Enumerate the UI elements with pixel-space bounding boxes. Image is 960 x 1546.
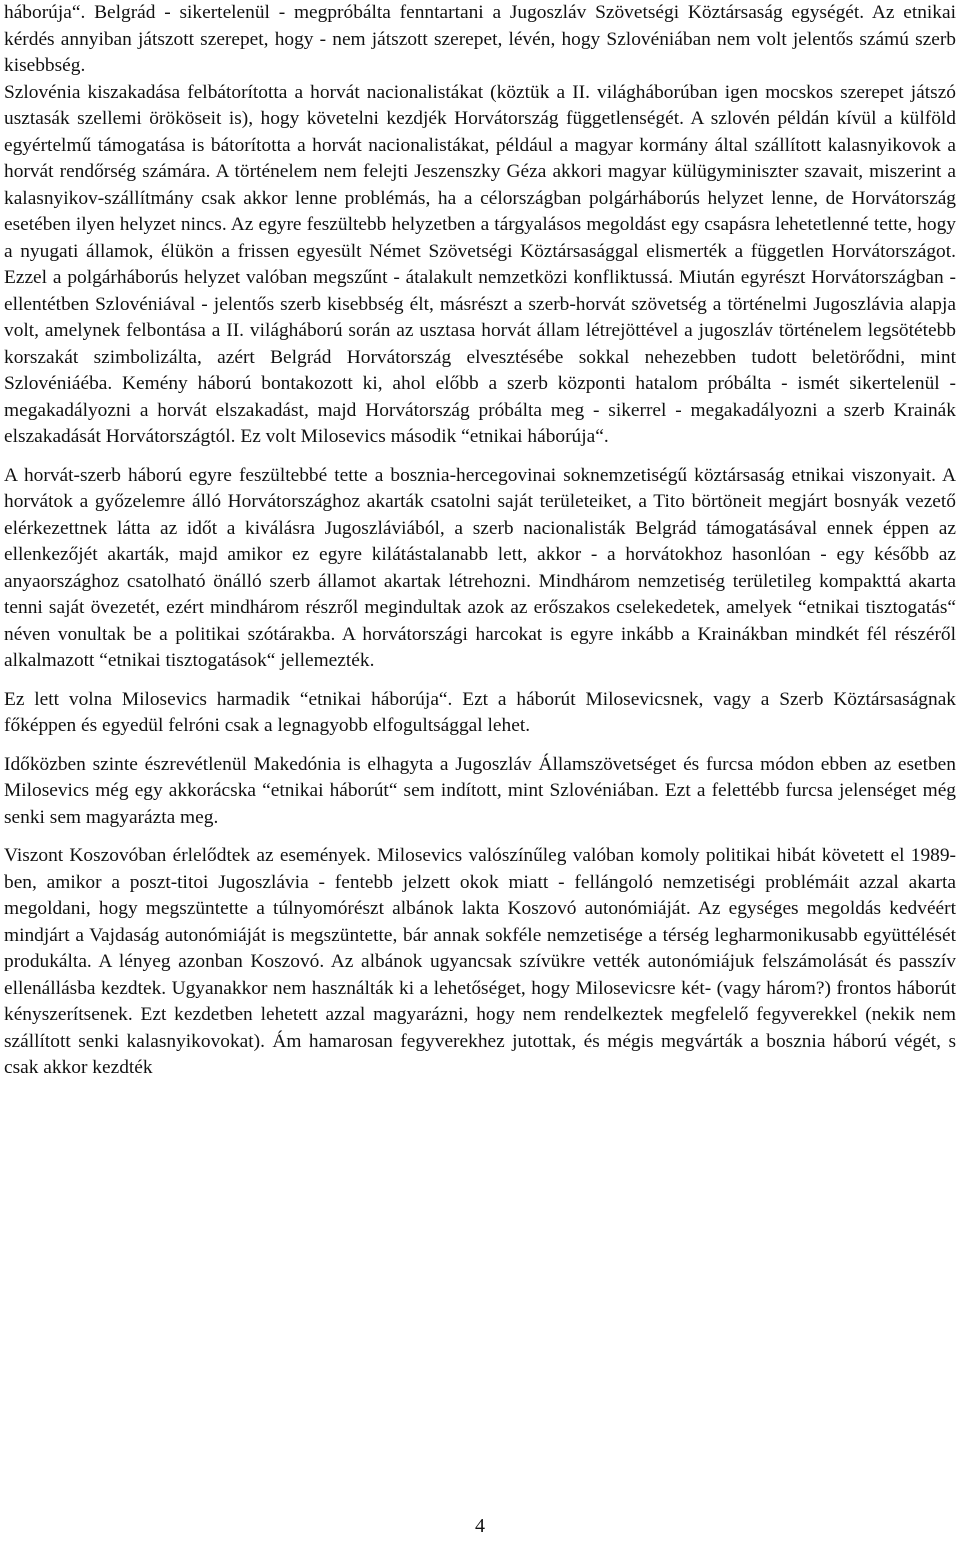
paragraph-1: háborúja“. Belgrád - sikertelenül - megpróbálta fenntartani a Jugoszláv Szövetségi Köztársaság egységét. Az etnikai kérdés annyiban játszott szerepet, hogy - nem játszott szerepet, lévén, hogy Szlovéniában nem volt jelentős számú szerb kisebbség. (4, 2, 956, 76)
paragraph-2: Szlovénia kiszakadása felbátorította a horvát nacionalistákat (köztük a II. világháborúban igen mocskos szerepet játszó usztasák szellemi örököseit is), hogy követelni kezdjék Horvátország függetlenségét. A szlovén példán kívül a külföld egyértelmű támogatása is bátorította a horvát nacionalistákat, például a magyar kormány által szállított kalasnyikovok a horvát rendőrség számára. A történelem nem felejti Jeszenszky Géza akkori magyar külügyminiszter szavait, miszerint a kalasnyikov-szállítmány csak akkor lenne problémás, ha a célországban polgárháborús helyzet lenne, de Horvátország esetében ilyen helyzet nincs. Az egyre feszültebb helyzetben a tárgyalásos megoldást egy csapásra lehetetlenné tette, hogy a nyugati államok, élükön a frissen egyesült Német Szövetségi Köztársasággal elismerték a független Horvátországot. Ezzel a polgárháborús helyzet valóban megszűnt - átalakult nemzetközi konfliktussá. Miután egyrészt Horvátországban - ellentétben Szlovéniával - jelentős szerb kisebbség élt, másrészt a szerb-horvát szövetség a történelmi Jugoszlávia alapja volt, amelynek felbontása a II. világháború során az usztasa horvát állam létrejöttével a jugoszláv történelem legsötétebb korszakát szimbolizálta, azért Belgrád Horvátország elvesztésébe sokkal nehezebben tudott beletörődni, mint Szlovéniáéba. Kemény háború bontakozott ki, ahol előbb a szerb központi hatalom próbálta - ismét sikertelenül - megakadályozni a horvát elszakadást, majd Horvátország próbálta meg - sikerrel - megakadályozni a szerb Krainák elszakadását Horvátországtól. Ez volt Milosevics második “etnikai háborúja“. (4, 81, 956, 447)
paragraph-6: Viszont Koszovóban érlelődtek az események. Milosevics valószínűleg valóban komoly politikai hibát követett el 1989-ben, amikor a poszt-titoi Jugoszlávia - fentebb jelzett okok miatt - fellángoló nemzetiségi problémáit azzal akarta megoldani, hogy megszüntette a túlnyomórészt albánok lakta Koszovó autonómiáját. Az egységes megoldás kedvéért mindjárt a Vajdaság autonómiáját is megszüntette, bár annak sokféle nemzetisége a térség legharmonikusabb együttélését produkálta. A lényeg azonban Koszovó. Az albánok ugyancsak szívükre vették autonómiájuk felszámolását és passzív ellenállásba kezdtek. Ugyanakkor nem használták ki a lehetőséget, hogy Milosevicsre két- (vagy három?) frontos háborút kényszerítsenek. Ezt kezdetben lehetett azzal magyarázni, hogy nem rendelkeztek megfelelő fegyverekkel (nekik nem szállított senki kalasnyikovokat). Ám hamarosan fegyverekhez jutottak, és mégis megvárták a bosznia háború végét, s csak akkor kezdték (4, 845, 956, 1078)
paragraph-3: A horvát-szerb háború egyre feszültebbé tette a bosznia-hercegovinai soknemzetiségű köztársaság etnikai viszonyait. A horvátok a győzelemre álló Horvátországhoz akarták csatolni saját területeiket, a Tito börtöneit megjárt bosnyák vezető elérkezettnek látta az időt a kiválásra Jugoszláviából, a szerb nacionalisták Belgrád támogatásával ennek éppen az ellenkezőjét akarták, majd amikor ez egyre kilátástalanabb lett, akkor - a horvátokhoz hasonlóan - egy később az anyaországhoz csatolható önálló szerb államot akartak létrehozni. Mindhárom nemzetiség területileg kompakttá akarta tenni saját övezetét, ezért mindhárom részről megindultak azok az erőszakos cselekedetek, amelyek “etnikai tisztogatás“ néven vonultak be a politikai szótárakba. A horvátországi harcokat is egyre inkább a Krainákban mindkét fél részéről alkalmazott “etnikai tisztogatások“ jellemezték. (4, 464, 956, 671)
page-number: 4 (475, 1515, 485, 1537)
paragraph-5: Időközben szinte észrevétlenül Makedónia is elhagyta a Jugoszláv Államszövetséget és furcsa módon ebben az esetben Milosevics még egy akkorácska “etnikai háborút“ sem indított, mint Szlovéniában. Ezt a felettébb furcsa jelenséget még senki sem magyarázta meg. (4, 753, 956, 828)
paragraph-4: Ez lett volna Milosevics harmadik “etnikai háborúja“. Ezt a háborút Milosevicsnek, vagy a Szerb Köztársaságnak főképpen és egyedül felróni csak a legnagyobb elfogultsággal lehet. (4, 688, 956, 736)
document-page (4, 0, 956, 1082)
